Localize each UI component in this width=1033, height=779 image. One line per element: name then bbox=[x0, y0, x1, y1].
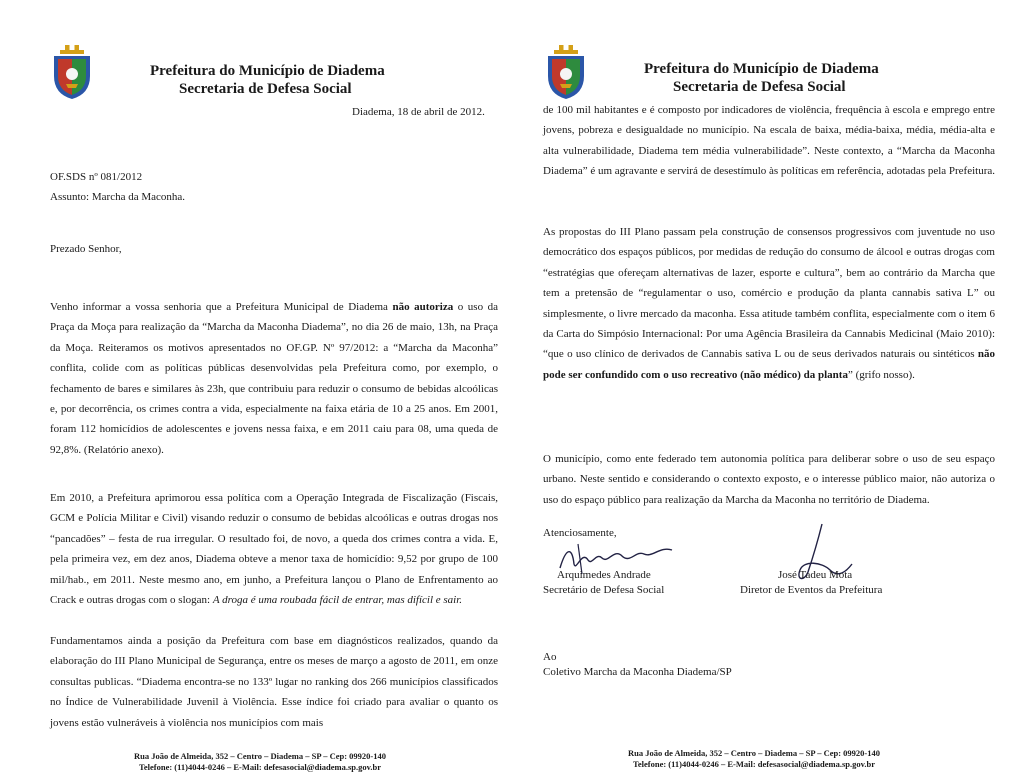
footer-contact: Telefone: (11)4044-0246 – E-Mail: defesasocial@diadema.sp.gov.br bbox=[138, 762, 382, 772]
reference-block bbox=[50, 167, 185, 207]
paragraph-1-emphasis: não autoriza bbox=[392, 301, 454, 313]
paragraph-2-part-a: Em 2010, a Prefeitura aprimorou essa política com a Operação Integrada de Fiscalização (Fiscais, GCM e Polícia Militar e Civil) visando reduzir o consumo de bebidas alcoólicas e outras drogas nos “pancadões” – festa de rua irregular. O resultado foi, de novo, a queda dos crimes contra a vida. E, pela primeira vez, em dez anos, Diadema obteve a menor taxa de homicídio: 9,52 por grupo de 100 mil/hab., em 2011. Neste mesmo ano, em junho, a Prefeitura lançou o Plano de Enfrentamento ao Crack e outras drogas com o slogan: bbox=[50, 492, 498, 607]
paragraph-2-slogan: A droga é uma roubada fácil de entrar, mas difícil e sair. bbox=[212, 594, 463, 607]
letterhead-line-2: Secretaria de Defesa Social bbox=[179, 81, 352, 97]
page-footer bbox=[60, 751, 460, 773]
paragraph-1-part-a: Venho informar a vossa senhoria que a Prefeitura Municipal de Diadema bbox=[50, 301, 393, 313]
salutation: Prezado Senhor, bbox=[50, 243, 122, 255]
page-footer bbox=[554, 748, 954, 770]
paragraph-4 bbox=[543, 100, 995, 182]
footer-address: Rua João de Almeida, 352 – Centro – Diadema – SP – Cep: 09920-140 bbox=[133, 751, 386, 761]
paragraph-3 bbox=[50, 631, 498, 733]
recipient-line-2: Coletivo Marcha da Maconha Diadema/SP bbox=[543, 666, 732, 678]
signatory-right-title: Diretor de Eventos da Prefeitura bbox=[740, 584, 883, 596]
letter-page-2 bbox=[522, 0, 1033, 779]
diadema-coat-of-arms-icon bbox=[50, 44, 94, 100]
letterhead-line-2: Secretaria de Defesa Social bbox=[673, 79, 846, 95]
signatory-left bbox=[543, 568, 664, 598]
office-number: OF.SDS nº 081/2012 bbox=[50, 171, 143, 183]
paragraph-6-text: O município, como ente federado tem autonomia política para deliberar sobre o uso de seu espaço urbano. Neste sentido e considerando o contexto exposto, e o interesse público maior, não autoriza o uso do espaço público para realização da Marcha da Maconha no território de Diadema. bbox=[543, 453, 995, 506]
footer-address: Rua João de Almeida, 352 – Centro – Diadema – SP – Cep: 09920-140 bbox=[627, 748, 880, 758]
signatory-left-name: Arquimedes Andrade bbox=[557, 569, 651, 581]
paragraph-2 bbox=[50, 488, 498, 610]
subject-line: Assunto: Marcha da Maconha. bbox=[50, 191, 186, 203]
signatory-right bbox=[740, 568, 882, 598]
recipient-line-1: Ao bbox=[543, 651, 557, 663]
paragraph-3-text: Fundamentamos ainda a posição da Prefeitura com base em diagnósticos realizados, quando da elaboração do III Plano Municipal de Segurança, entre os meses de março a agosto de 2011, em onze consultas publicas. “Diadema encontra-se no 133º lugar no ranking dos 266 municípios classificados no Índice de Vulnerabilidade Juvenil à Violência. Esse índice foi criado para avaliar o quanto os jovens estão vulneráveis à violência nos municípios com mais bbox=[50, 635, 498, 729]
closing: Atenciosamente, bbox=[543, 527, 617, 539]
letterhead-line-1: Prefeitura do Município de Diadema bbox=[150, 63, 385, 79]
signatory-left-title: Secretário de Defesa Social bbox=[543, 584, 665, 596]
diadema-coat-of-arms-icon bbox=[544, 44, 588, 100]
signatory-right-name: José Tadeu Mota bbox=[778, 569, 853, 581]
recipient-block bbox=[543, 650, 732, 680]
paragraph-1 bbox=[50, 297, 498, 460]
letterhead-line-1: Prefeitura do Município de Diadema bbox=[644, 61, 879, 77]
letterhead-title bbox=[644, 60, 879, 96]
paragraph-5-part-c: ” (grifo nosso). bbox=[847, 368, 915, 381]
paragraph-4-text: de 100 mil habitantes e é composto por indicadores de violência, frequência à escola e emprego entre jovens, pobreza e desigualdade no município. Na escala de baixa, média-baixa, média, média-alta e alta vulnerabilidade, Diadema tem média vulnerabilidade”. Neste contexto, a “Marcha da Maconha Diadema” é um agravante e servirá de desestímulo às políticas em referência, adotadas pela Prefeitura. bbox=[543, 104, 996, 178]
footer-contact: Telefone: (11)4044-0246 – E-Mail: defesasocial@diadema.sp.gov.br bbox=[632, 759, 876, 769]
paragraph-1-part-c: o uso da Praça da Moça para realização da “Marcha da Maconha Diadema”, no dia 26 de maio, 13h, na Praça da Moça. Reiteramos os motivos apresentados no OF.GP. Nº 97/2012: a “Marcha da Maconha” conflita, colide com as políticas públicas desenvolvidas pela Prefeitura como, por exemplo, o fechamento de bares e similares às 23h, que contribuiu para reduzir o consumo de bebidas alcoólicas e, por decorrência, os crimes contra a vida, especialmente na faixa etária de 10 a 25 anos. Em 2001, foram 112 homicídios de adolescentes e jovens nessa faixa, e em 2011 caiu para 08, uma queda de 92,8%. (Relatório anexo). bbox=[50, 301, 498, 456]
paragraph-5-part-a: As propostas do III Plano passam pela construção de consensos progressivos com juventude no uso democrático dos espaços públicos, por medidas de redução do consumo de álcool e outras drogas com “estratégias que ofereçam alternativas de lazer, esporte e cultura”, bem ao contrário da Marcha que tem a pretensão de “regulamentar o uso, comércio e produção da planta cannabis sativa L” ou simplesmente, o livre mercado da maconha. Essa atitude também conflita, especialmente com o item 6 da Carta do Simpósio Internacional: Por uma Agência Brasileira da Cannabis Medicinal (Maio 2010): “que o uso clínico de derivados de Cannabis sativa L ou de seus derivados naturais ou sintéticos bbox=[543, 226, 995, 361]
paragraph-5-emphasis: não pode ser confundido com o uso recreativo (não médico) da planta bbox=[543, 348, 995, 381]
letter-date: Diadema, 18 de abril de 2012. bbox=[352, 106, 485, 118]
letterhead-title bbox=[150, 62, 385, 98]
paragraph-6 bbox=[543, 449, 995, 510]
paragraph-5 bbox=[543, 222, 995, 385]
